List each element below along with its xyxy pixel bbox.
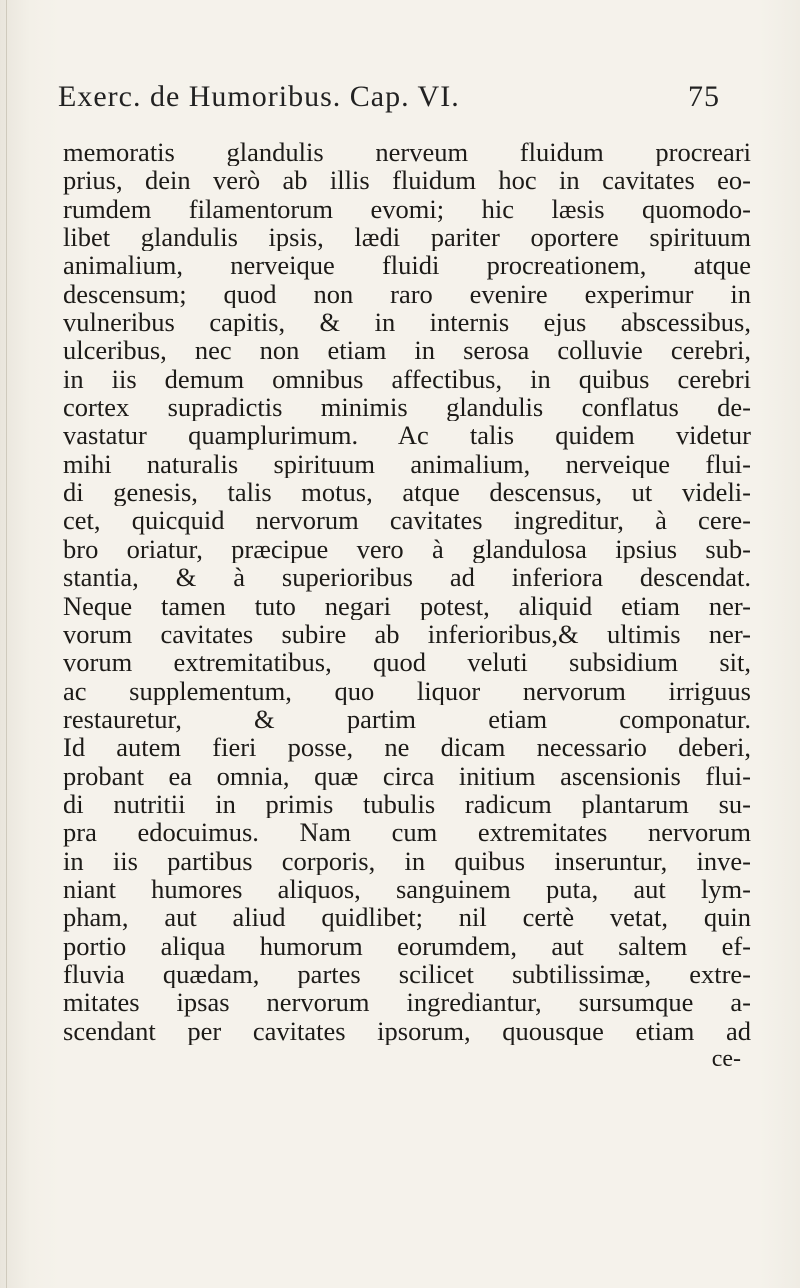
text-line: di genesis, talis motus, atque descensus, ut videli-: [63, 478, 751, 507]
text-line: ac supplementum, quo liquor nervorum irriguus: [63, 676, 751, 705]
body-text: [63, 138, 751, 1073]
text-line: cet, quicquid nervorum cavitates ingreditur, à cere-: [63, 506, 751, 535]
text-line: memoratis glandulis nerveum fluidum procreari: [63, 138, 751, 167]
text-line: vorum extremitatibus, quod veluti subsidium sit,: [63, 648, 751, 677]
text-line: descensum; quod non raro evenire experimur in: [63, 279, 751, 309]
catchword: ce-: [711, 1046, 741, 1072]
text-line: vulneribus capitis, & in internis ejus abscessibus,: [63, 308, 751, 337]
text-line: pra edocuimus. Nam cum extremitates nervorum: [63, 818, 751, 847]
text-line: bro oriatur, præcipue vero à glandulosa ipsius sub-: [63, 534, 751, 564]
text-line: in iis demum omnibus affectibus, in quibus cerebri: [63, 364, 751, 394]
text-line: mitates ipsas nervorum ingrediantur, sursumque a-: [63, 988, 751, 1017]
catchword-row: [63, 1045, 751, 1073]
text-line: cortex supradictis minimis glandulis conflatus de-: [63, 393, 751, 422]
text-line: vorum cavitates subire ab inferioribus,& ultimis ner-: [63, 619, 751, 649]
page-header: [58, 80, 758, 124]
text-line: portio aliqua humorum eorumdem, aut saltem ef-: [63, 931, 751, 960]
text-line: probant ea omnia, quæ circa initium ascensionis flui-: [63, 761, 751, 790]
text-line: Neque tamen tuto negari potest, aliquid etiam ner-: [63, 591, 751, 620]
text-line: libet glandulis ipsis, lædi pariter oportere spirituum: [63, 223, 751, 252]
text-line: pham, aut aliud quidlibet; nil certè vetat, quin: [63, 903, 751, 932]
text-line: in iis partibus corporis, in quibus inseruntur, inve-: [63, 846, 751, 875]
text-line: Id autem fieri posse, ne dicam necessario deberi,: [63, 733, 751, 762]
page-gutter-edge: [6, 0, 7, 1288]
text-line: animalium, nerveique fluidi procreationem, atque: [63, 251, 751, 280]
running-title: Exerc. de Humoribus. Cap. VI.: [58, 80, 460, 113]
page-number: 75: [688, 80, 720, 113]
text-line: rumdem filamentorum evomi; hic læsis quomodo-: [63, 194, 751, 224]
text-line: di nutritii in primis tubulis radicum plantarum su-: [63, 789, 751, 819]
text-line: ulceribus, nec non etiam in serosa colluvie cerebri,: [63, 336, 751, 365]
text-line: mihi naturalis spirituum animalium, nerveique flui-: [63, 449, 751, 479]
text-line: prius, dein verò ab illis fluidum hoc in cavitates eo-: [63, 166, 751, 195]
text-line: fluvia quædam, partes scilicet subtilissimæ, extre-: [63, 959, 751, 989]
text-line: niant humores aliquos, sanguinem puta, aut lym-: [63, 874, 751, 904]
text-line: vastatur quamplurimum. Ac talis quidem videtur: [63, 421, 751, 450]
text-line: scendant per cavitates ipsorum, quousque etiam ad: [63, 1016, 751, 1045]
text-line: stantia, & à superioribus ad inferiora descendat.: [63, 563, 751, 592]
text-line: restauretur, & partim etiam componatur.: [63, 704, 751, 734]
